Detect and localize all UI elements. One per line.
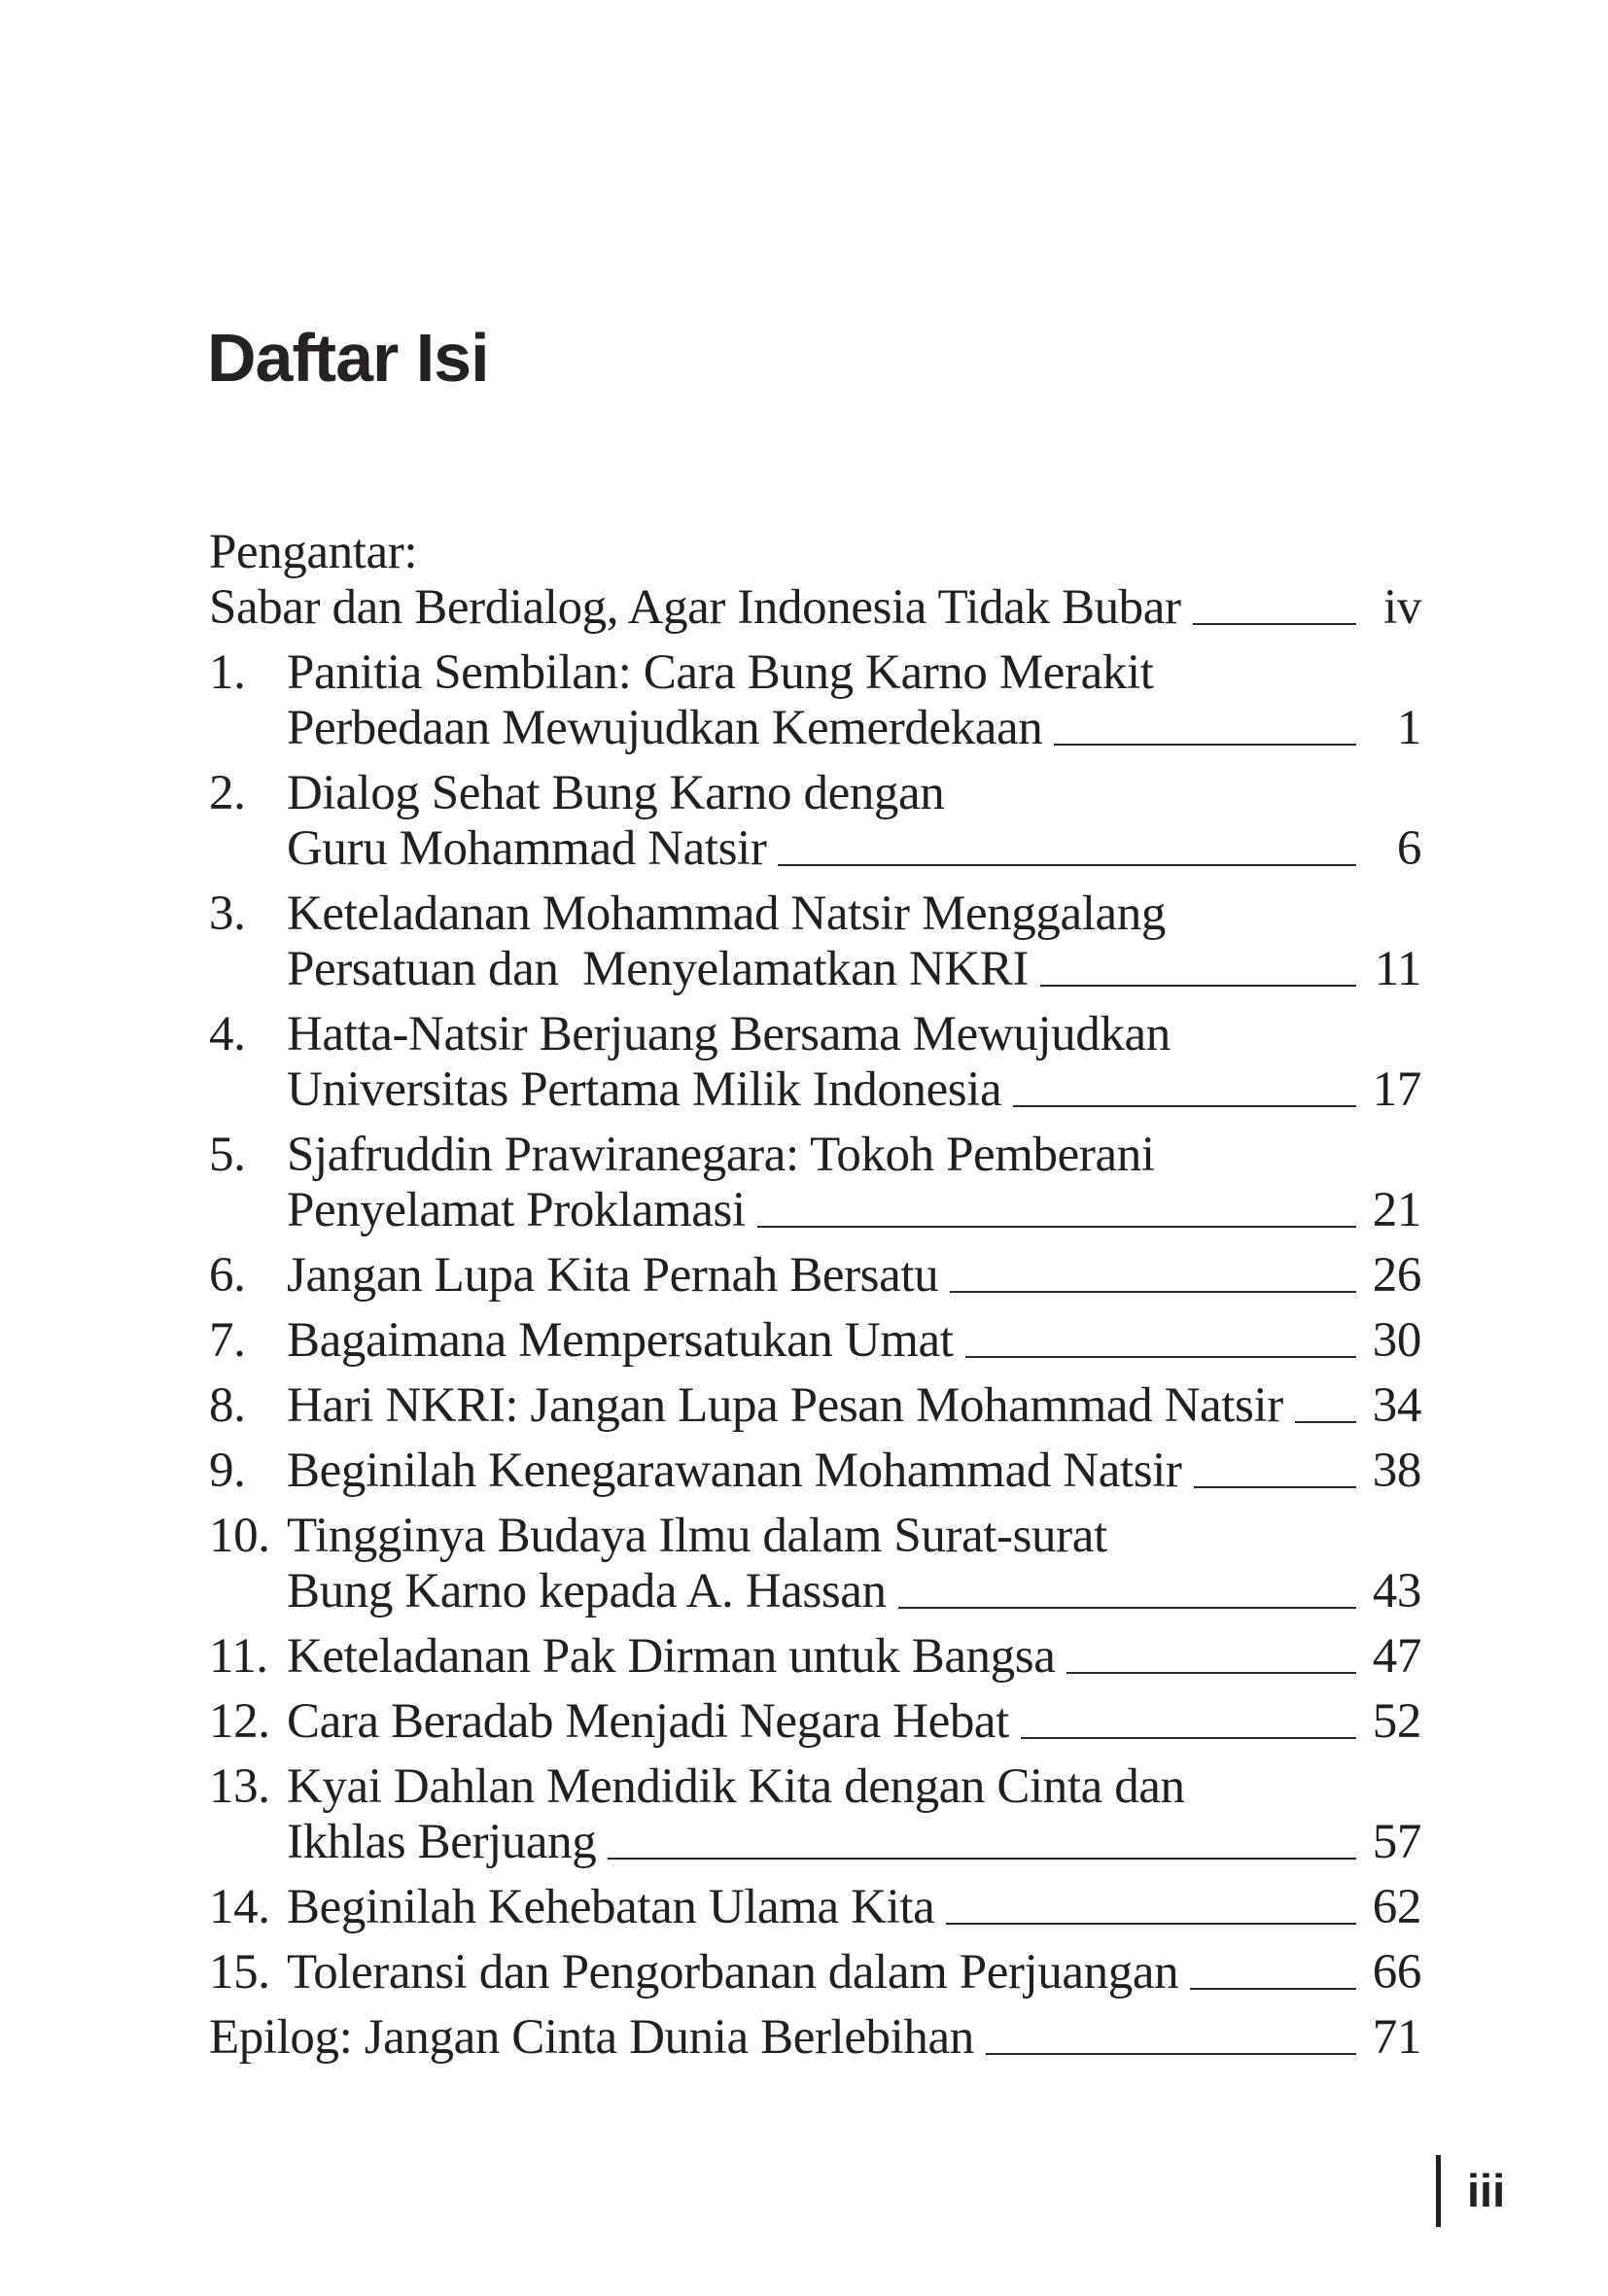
toc-entry-body xyxy=(287,1945,1421,2000)
toc-list xyxy=(209,525,1421,2075)
toc-entry xyxy=(209,1444,1421,1499)
toc-entry-text: Persatuan dan Menyelamatkan NKRI xyxy=(287,942,1029,996)
toc-entry-text: Sabar dan Berdialog, Agar Indonesia Tidak Bubar xyxy=(209,580,1181,635)
toc-entry-last-line xyxy=(287,1313,1421,1369)
toc-entry xyxy=(209,1945,1421,2000)
toc-entry-line: Tingginya Budaya Ilmu dalam Surat-surat xyxy=(287,1509,1107,1563)
toc-entry-number: 12. xyxy=(209,1694,270,1749)
toc-entry-text: Hari NKRI: Jangan Lupa Pesan Mohammad Natsir xyxy=(287,1378,1283,1433)
leader-line xyxy=(965,1356,1356,1358)
toc-entry-line: Sjafruddin Prawiranegara: Tokoh Pemberani xyxy=(287,1128,1155,1182)
toc-entry-last-line xyxy=(287,1062,1421,1118)
toc-page-number: 43 xyxy=(1372,1564,1421,1618)
leader-line xyxy=(608,1858,1356,1860)
toc-entry-body xyxy=(287,1509,1421,1619)
toc-entry-number: 13. xyxy=(209,1759,270,1814)
toc-entry-text: Toleransi dan Pengorbanan dalam Perjuangan xyxy=(287,1945,1179,2000)
leader-line xyxy=(757,1226,1356,1228)
toc-entry-body xyxy=(209,2010,1421,2066)
leader-line xyxy=(1021,1737,1356,1739)
toc-entry-number: 2. xyxy=(209,766,246,820)
toc-entry xyxy=(209,1694,1421,1750)
toc-entry xyxy=(209,525,1421,636)
toc-entry-body xyxy=(287,1128,1421,1238)
toc-entry-last-line xyxy=(287,1945,1421,2000)
toc-entry xyxy=(209,766,1421,877)
leader-line xyxy=(1194,1486,1356,1488)
toc-entry-text: Beginilah Kehebatan Ulama Kita xyxy=(287,1880,935,1934)
toc-page-number: 38 xyxy=(1372,1444,1421,1498)
toc-entry-body xyxy=(287,1248,1421,1304)
toc-entry-line: Pengantar: xyxy=(209,525,418,579)
toc-entry-body xyxy=(287,1007,1421,1118)
toc-entry-last-line xyxy=(209,580,1421,636)
toc-entry-last-line xyxy=(287,1880,1421,1935)
toc-page-number: 6 xyxy=(1396,821,1421,876)
toc-entry-number: 6. xyxy=(209,1248,246,1303)
footer-rule xyxy=(1436,2155,1441,2227)
toc-page-number: 52 xyxy=(1372,1694,1421,1749)
leader-line xyxy=(946,1923,1356,1925)
leader-line xyxy=(986,2053,1356,2055)
toc-entry-line: Dialog Sehat Bung Karno dengan xyxy=(287,766,945,820)
toc-entry-line: Keteladanan Mohammad Natsir Menggalang xyxy=(287,887,1166,941)
toc-entry-text: Jangan Lupa Kita Pernah Bersatu xyxy=(287,1248,939,1303)
toc-entry-last-line xyxy=(287,1378,1421,1434)
leader-line xyxy=(950,1291,1356,1293)
toc-entry xyxy=(209,1509,1421,1619)
toc-entry-text: Keteladanan Pak Dirman untuk Bangsa xyxy=(287,1629,1056,1684)
toc-entry-number: 15. xyxy=(209,1945,270,2000)
toc-page-number: 71 xyxy=(1372,2010,1421,2065)
toc-entry-text: Epilog: Jangan Cinta Dunia Berlebihan xyxy=(209,2010,974,2065)
toc-page-number: 17 xyxy=(1372,1062,1421,1117)
toc-entry-body xyxy=(287,887,1421,997)
toc-entry-text: Bagaimana Mempersatukan Umat xyxy=(287,1313,954,1368)
toc-entry-body xyxy=(287,1378,1421,1434)
toc-entry xyxy=(209,1880,1421,1935)
toc-entry-number: 7. xyxy=(209,1313,246,1368)
toc-entry-number: 9. xyxy=(209,1444,246,1498)
toc-entry-number: 8. xyxy=(209,1378,246,1433)
toc-entry-body xyxy=(287,1444,1421,1499)
toc-page-number: 34 xyxy=(1372,1378,1421,1433)
toc-entry-body xyxy=(287,1694,1421,1750)
leader-line xyxy=(1295,1421,1356,1423)
toc-page-number: 1 xyxy=(1396,701,1421,755)
toc-entry-number: 14. xyxy=(209,1880,270,1934)
toc-entry-last-line xyxy=(287,1444,1421,1499)
toc-entry-body xyxy=(287,766,1421,877)
toc-entry-last-line xyxy=(287,942,1421,997)
leader-line xyxy=(778,864,1356,866)
toc-entry-last-line xyxy=(287,1629,1421,1685)
toc-entry-text: Perbedaan Mewujudkan Kemerdekaan xyxy=(287,701,1043,755)
toc-entry-text: Bung Karno kepada A. Hassan xyxy=(287,1564,887,1618)
toc-page-number: 30 xyxy=(1372,1313,1421,1368)
toc-entry-last-line xyxy=(287,821,1421,877)
toc-entry-last-line xyxy=(287,1564,1421,1619)
toc-entry-line: Kyai Dahlan Mendidik Kita dengan Cinta dan xyxy=(287,1759,1185,1814)
toc-entry-line: Hatta-Natsir Berjuang Bersama Mewujudkan xyxy=(287,1007,1171,1061)
toc-page-number: 21 xyxy=(1372,1183,1421,1237)
toc-entry-text: Penyelamat Proklamasi xyxy=(287,1183,746,1237)
toc-entry-text: Ikhlas Berjuang xyxy=(287,1815,597,1869)
toc-entry-text: Beginilah Kenegarawanan Mohammad Natsir xyxy=(287,1444,1182,1498)
leader-line xyxy=(898,1607,1356,1609)
toc-entry-number: 3. xyxy=(209,887,246,941)
leader-line xyxy=(1040,985,1356,987)
toc-entry xyxy=(209,887,1421,997)
toc-page-number: 11 xyxy=(1374,942,1421,996)
folio-page-number: iii xyxy=(1467,2165,1506,2216)
toc-entry xyxy=(209,1007,1421,1118)
toc-page-number: 57 xyxy=(1372,1815,1421,1869)
toc-entry-body xyxy=(287,645,1421,756)
toc-entry-last-line xyxy=(287,701,1421,756)
toc-entry-text: Universitas Pertama Milik Indonesia xyxy=(287,1062,1002,1117)
toc-entry-last-line xyxy=(287,1694,1421,1750)
toc-entry xyxy=(209,1248,1421,1304)
toc-entry xyxy=(209,645,1421,756)
toc-entry-last-line xyxy=(287,1183,1421,1238)
toc-entry-text: Guru Mohammad Natsir xyxy=(287,821,767,876)
toc-entry-number: 4. xyxy=(209,1007,246,1061)
toc-entry xyxy=(209,1313,1421,1369)
toc-entry-body xyxy=(287,1759,1421,1870)
toc-entry-last-line xyxy=(287,1248,1421,1304)
page-footer xyxy=(1436,2155,1505,2227)
toc-entry xyxy=(209,1378,1421,1434)
toc-entry-body xyxy=(209,525,1421,636)
toc-entry-body xyxy=(287,1313,1421,1369)
leader-line xyxy=(1190,1988,1356,1990)
toc-entry-text: Cara Beradab Menjadi Negara Hebat xyxy=(287,1694,1009,1749)
leader-line xyxy=(1013,1105,1356,1107)
toc-entry-number: 11. xyxy=(209,1629,268,1684)
toc-page-number: 66 xyxy=(1372,1945,1421,2000)
toc-entry-last-line xyxy=(209,2010,1421,2066)
leader-line xyxy=(1193,623,1356,625)
toc-entry-number: 5. xyxy=(209,1128,246,1182)
toc-page-number: iv xyxy=(1383,580,1421,635)
toc-entry xyxy=(209,2010,1421,2066)
toc-entry-last-line xyxy=(287,1815,1421,1870)
toc-entry-line: Panitia Sembilan: Cara Bung Karno Merakit xyxy=(287,645,1154,700)
toc-entry xyxy=(209,1128,1421,1238)
toc-entry xyxy=(209,1759,1421,1870)
toc-page-number: 47 xyxy=(1372,1629,1421,1684)
toc-page-number: 26 xyxy=(1372,1248,1421,1303)
toc-entry-body xyxy=(287,1629,1421,1685)
leader-line xyxy=(1054,744,1356,746)
leader-line xyxy=(1066,1672,1356,1674)
page-title: Daftar Isi xyxy=(207,319,489,396)
toc-page-number: 62 xyxy=(1372,1880,1421,1934)
toc-entry-body xyxy=(287,1880,1421,1935)
toc-entry xyxy=(209,1629,1421,1685)
toc-entry-number: 10. xyxy=(209,1509,270,1563)
toc-entry-number: 1. xyxy=(209,645,246,700)
